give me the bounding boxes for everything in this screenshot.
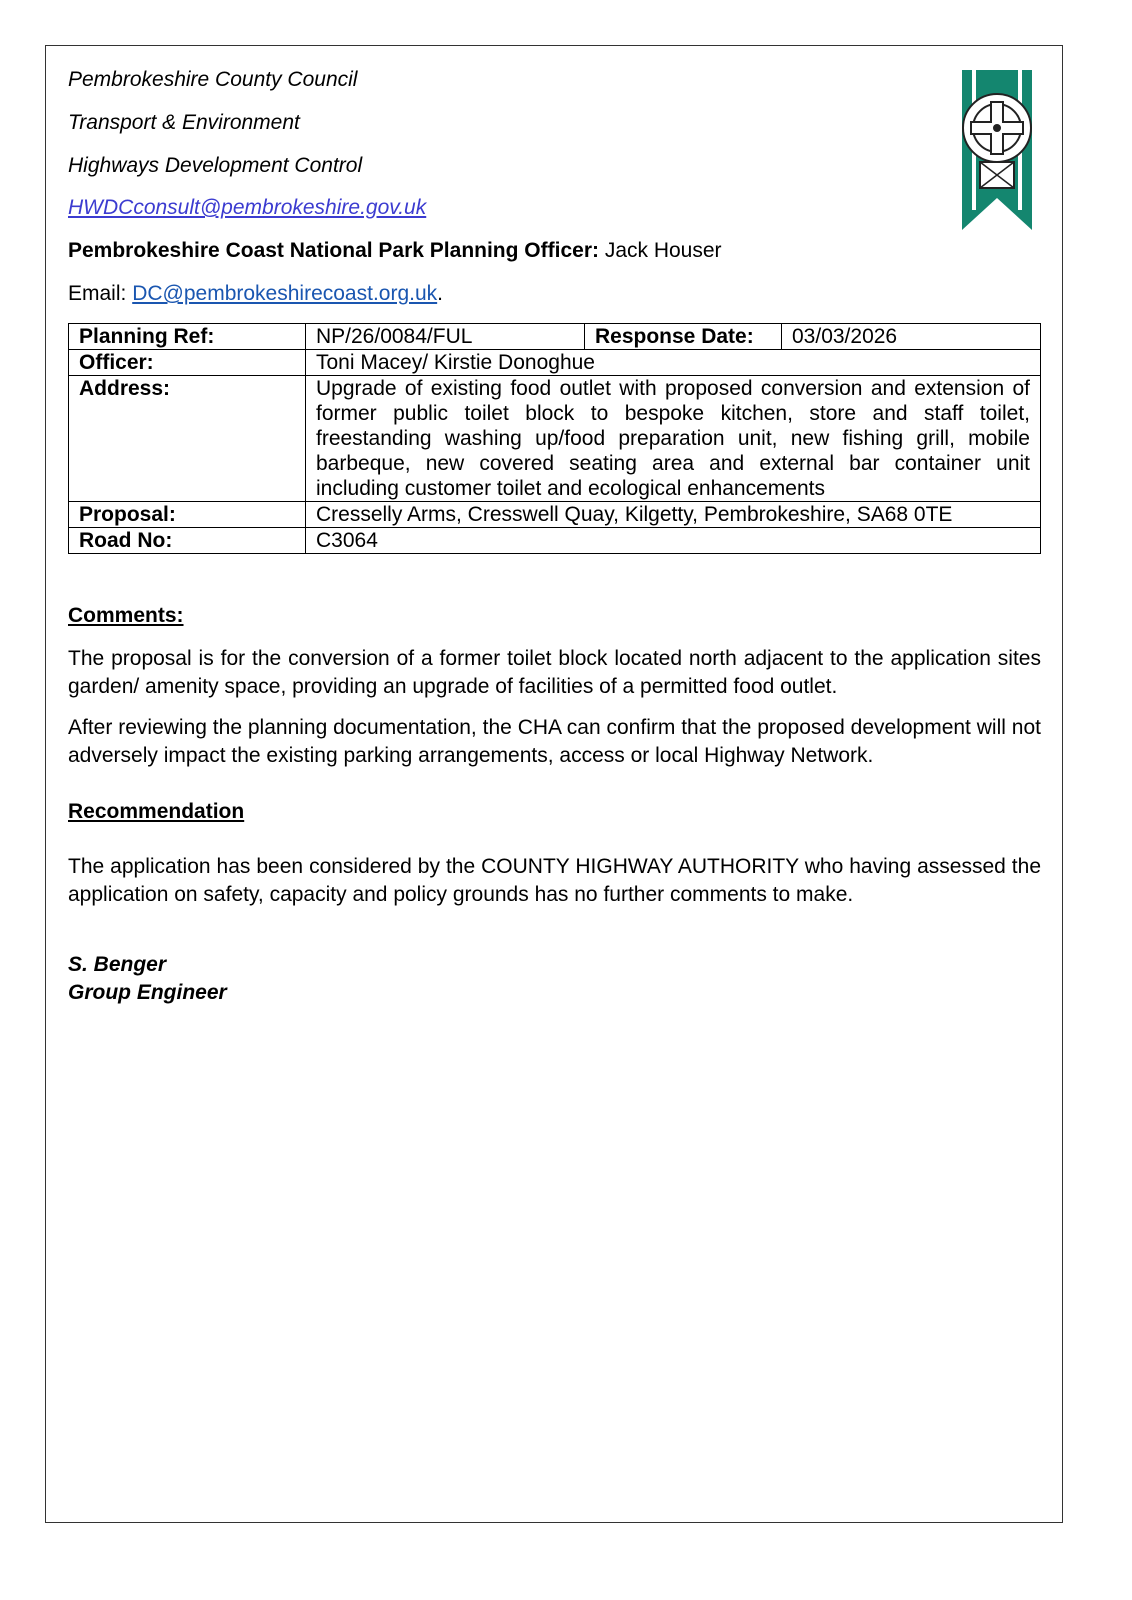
table-row <box>69 324 1041 350</box>
planning-ref-label: Planning Ref: <box>69 324 306 350</box>
unit: Highways Development Control <box>68 154 363 177</box>
recommendation-heading: Recommendation <box>68 800 245 823</box>
comments-paragraph-2: After reviewing the planning documentation, the CHA can confirm that the proposed development will not adversely impact the existing parking arrangements, access or local Highway Network. <box>68 716 1041 767</box>
planning-details-table <box>68 323 1041 554</box>
org-name: Pembrokeshire County Council <box>68 68 358 91</box>
recommendation-text: The application has been considered by the COUNTY HIGHWAY AUTHORITY who having assessed the application on safety, capacity and policy grounds has no further comments to make. <box>68 855 1041 906</box>
table-row <box>69 376 1041 502</box>
response-date-label: Response Date: <box>585 324 782 350</box>
planning-officer-label: Pembrokeshire Coast National Park Planning Officer: <box>68 239 599 262</box>
address-value: Upgrade of existing food outlet with proposed conversion and extension of former public toilet block to bespoke kitchen, store and staff toilet, freestanding washing up/food preparation unit, new fishing grill, mobile barbeque, new covered seating area and external bar container unit including customer toilet and ecological enhancements <box>306 376 1041 502</box>
address-label: Address: <box>69 376 306 502</box>
comments-heading: Comments: <box>68 604 184 627</box>
table-row <box>69 350 1041 376</box>
signatory-name: S. Benger <box>68 953 167 976</box>
email-line <box>68 282 443 306</box>
road-value: C3064 <box>306 528 1041 554</box>
proposal-value: Cresselly Arms, Cresswell Quay, Kilgetty, Pembrokeshire, SA68 0TE <box>306 502 1041 528</box>
planning-officer-line <box>68 239 722 263</box>
proposal-label: Proposal: <box>69 502 306 528</box>
signatory-title: Group Engineer <box>68 981 227 1004</box>
response-date-value: 03/03/2026 <box>782 324 1041 350</box>
dc-email-link[interactable]: DC@pembrokeshirecoast.org.uk <box>132 282 438 305</box>
email-suffix: . <box>437 282 443 305</box>
planning-officer-name: Jack Houser <box>604 239 722 262</box>
page-border <box>45 45 1063 1523</box>
road-label: Road No: <box>69 528 306 554</box>
officer-value: Toni Macey/ Kirstie Donoghue <box>306 350 1041 376</box>
hwdc-email-link[interactable]: HWDCconsult@pembrokeshire.gov.uk <box>68 196 427 219</box>
planning-ref-value: NP/26/0084/FUL <box>306 324 585 350</box>
table-row <box>69 502 1041 528</box>
council-logo <box>958 70 1036 230</box>
comments-paragraph-1: The proposal is for the conversion of a former toilet block located north adjacent to the application sites garden/ amenity space, providing an upgrade of facilities of a permitted food outlet. <box>68 647 1041 698</box>
officer-label: Officer: <box>69 350 306 376</box>
table-row <box>69 528 1041 554</box>
department: Transport & Environment <box>68 111 300 134</box>
email-label: Email: <box>68 282 127 305</box>
